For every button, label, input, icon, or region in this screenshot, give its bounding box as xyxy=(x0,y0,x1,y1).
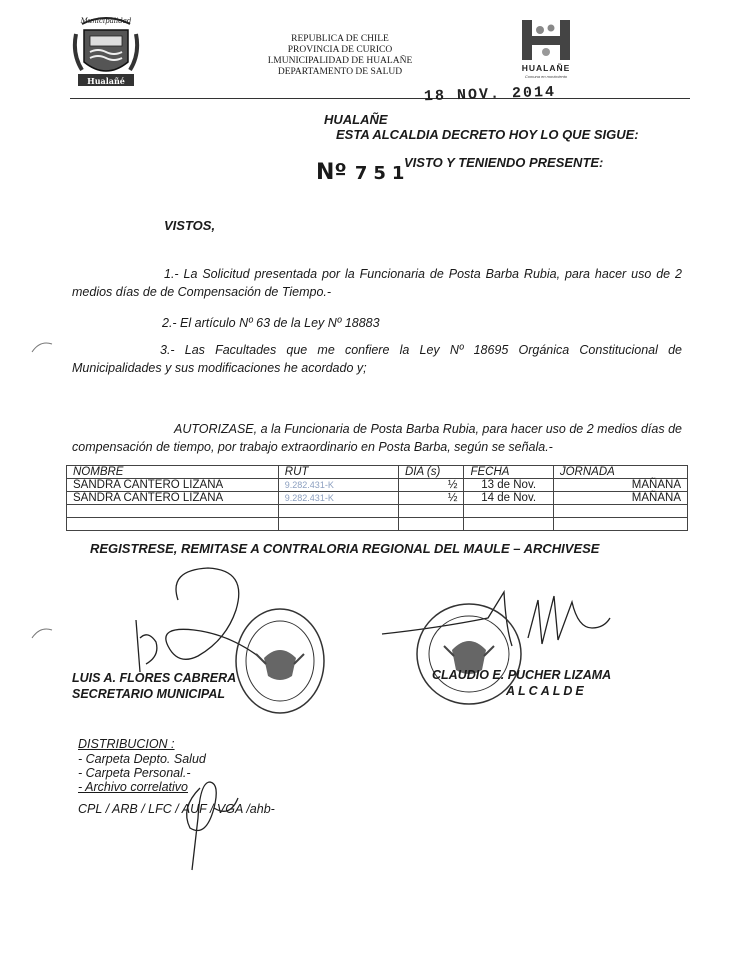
municipal-crest-logo xyxy=(70,14,142,92)
cell-fecha: 13 de Nov. xyxy=(464,479,553,492)
secretary-seal xyxy=(232,606,328,716)
institution-header xyxy=(240,34,440,78)
decree-number xyxy=(316,160,410,185)
header-divider xyxy=(70,98,690,99)
header-line-department: DEPARTAMENTO DE SALUD xyxy=(277,67,403,77)
cell-jornada: MAÑANA xyxy=(553,492,687,505)
secretary-title: SECRETARIO MUNICIPAL xyxy=(72,687,226,701)
register-instruction: REGISTRESE, REMITASE A CONTRALORIA REGIONAL DEL MAULE – ARCHIVESE xyxy=(90,541,600,556)
distribution-title: DISTRIBUCION : xyxy=(78,737,175,751)
column-header-jornada: JORNADA xyxy=(553,466,687,479)
table-row-empty xyxy=(67,505,688,518)
column-header-rut: RUT xyxy=(278,466,398,479)
mayor-signature-block xyxy=(432,667,611,699)
cell-fecha: 14 de Nov. xyxy=(464,492,553,505)
decree-statement: ESTA ALCALDIA DECRETO HOY LO QUE SIGUE: xyxy=(336,127,639,142)
table-header-row xyxy=(67,466,688,479)
table-row xyxy=(67,479,688,492)
cell-dia: ½ xyxy=(398,479,464,492)
mayor-name: CLAUDIO E. PUCHER LIZAMA xyxy=(432,668,612,682)
scan-edge-mark xyxy=(30,338,54,356)
column-header-nombre: NOMBRE xyxy=(67,466,279,479)
column-header-fecha: FECHA xyxy=(464,466,553,479)
column-header-dia: DIA (s) xyxy=(398,466,464,479)
cell-rut: 9.282.431-K xyxy=(278,492,398,505)
hualane-h-logo xyxy=(516,18,576,80)
svg-text:Comuna en movimiento: Comuna en movimiento xyxy=(524,74,568,79)
typist-initials: CPL / ARB / LFC / AUF / VGA /ahb- xyxy=(78,802,275,816)
svg-text:Municipalidad: Municipalidad xyxy=(80,17,132,25)
vistos-title: VISTOS, xyxy=(164,218,216,233)
considerando-1: 1.- La Solicitud presentada por la Funcionaria de Posta Barba Rubia, para hacer uso de 2 medios días de de Compensación de Tiempo.- xyxy=(72,267,682,299)
cell-dia: ½ xyxy=(398,492,464,505)
svg-text:HUALAÑE: HUALAÑE xyxy=(521,63,571,73)
visto-line: VISTO Y TENIENDO PRESENTE: xyxy=(404,155,604,170)
svg-text:Hualañé: Hualañé xyxy=(87,76,125,86)
cell-rut: 9.282.431-K xyxy=(278,479,398,492)
header-line-country: REPUBLICA DE CHILE xyxy=(291,34,389,44)
cell-nombre: SANDRA CANTERO LIZANA xyxy=(67,492,279,505)
table-row-empty xyxy=(67,518,688,531)
decree-city: HUALAÑE xyxy=(324,112,388,127)
header-line-municipality: I.MUNICIPALIDAD DE HUALAÑE xyxy=(267,56,413,66)
compensation-table xyxy=(66,465,688,531)
table-row xyxy=(67,492,688,505)
authorization-paragraph: AUTORIZASE, a la Funcionaria de Posta Barba Rubia, para hacer uso de 2 medios días de compensación de tiempo, por trabajo extraordinario en Posta Barba, según se señala.- xyxy=(72,422,682,454)
cell-nombre: SANDRA CANTERO LIZANA xyxy=(67,479,279,492)
secretary-signature-block xyxy=(72,670,236,702)
header-line-province: PROVINCIA DE CURICO xyxy=(287,45,393,55)
decree-number-value: 751 xyxy=(354,163,411,184)
list-item: - Carpeta Depto. Salud xyxy=(78,752,206,766)
considerando-2: 2.- El artículo Nº 63 de la Ley Nº 18883 xyxy=(162,316,380,330)
decree-number-prefix: Nº xyxy=(316,160,347,185)
considerando-3: 3.- Las Facultades que me confiere la Ley Nº 18695 Orgánica Constitucional de Municipalidades y sus modificaciones he acordado y; xyxy=(72,343,682,375)
mayor-title: ALCALDE xyxy=(506,684,587,698)
scan-edge-mark xyxy=(30,624,54,642)
list-item: - Archivo correlativo xyxy=(78,780,188,794)
secretary-name: LUIS A. FLORES CABRERA xyxy=(72,671,237,685)
date-stamp: 18 NOV. 2014 xyxy=(423,83,557,106)
initial-signature xyxy=(170,778,240,873)
cell-jornada: MAÑANA xyxy=(553,479,687,492)
list-item: - Carpeta Personal.- xyxy=(78,766,191,780)
